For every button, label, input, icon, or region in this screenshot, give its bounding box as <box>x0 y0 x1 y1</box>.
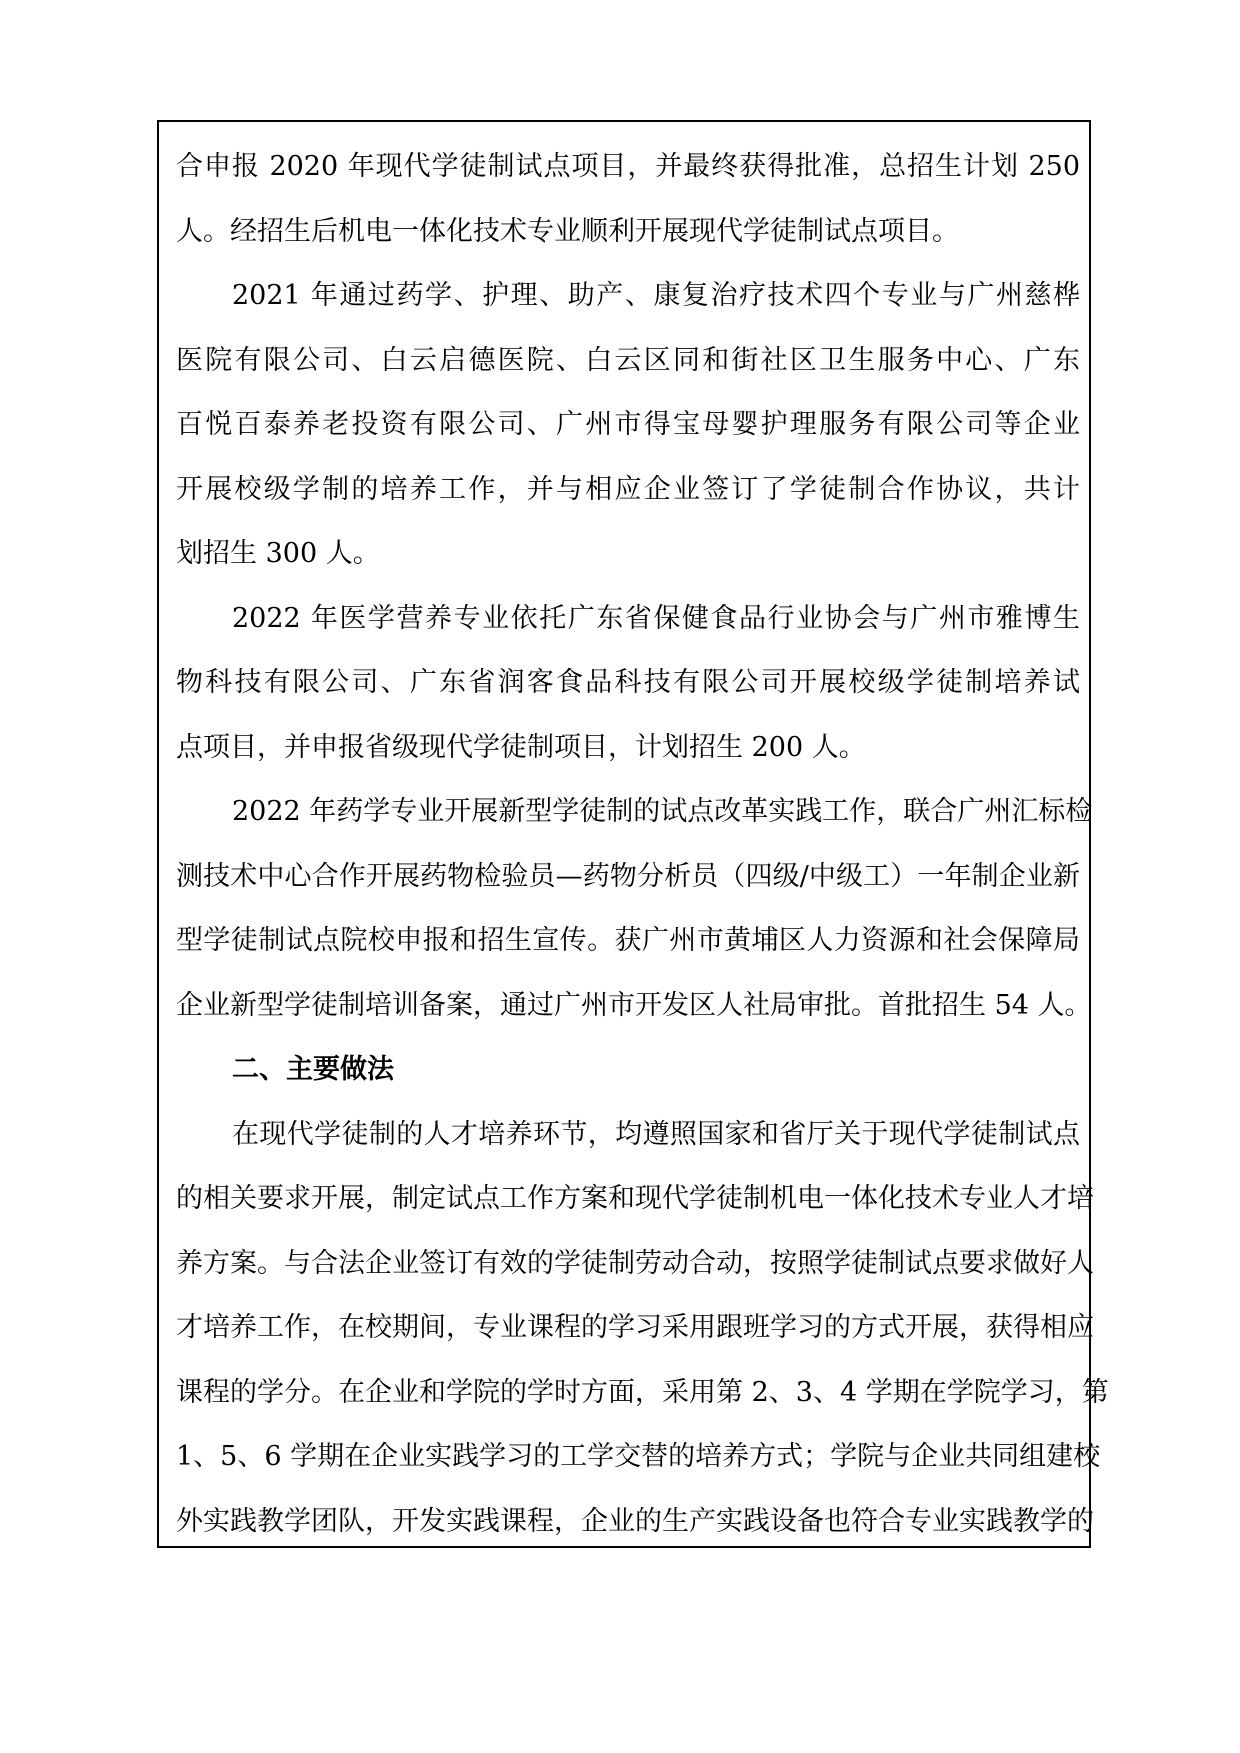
text-line: 2021 年通过药学、护理、助产、康复治疗技术四个专业与广州慈桦 <box>232 280 1080 311</box>
paragraph-apprenticeship-2021 <box>176 264 1080 587</box>
text-line: 百悦百泰养老投资有限公司、广州市得宝母婴护理服务有限公司等企业 <box>176 409 1080 440</box>
text-line: 的相关要求开展，制定试点工作方案和现代学徒制机电一体化技术专业人才培 <box>176 1183 1094 1214</box>
text-line: 课程的学分。在企业和学院的学时方面，采用第 2、3、4 学期在学院学习，第 <box>176 1376 1109 1408</box>
text-line: 合申报 2020 年现代学徒制试点项目，并最终获得批准，总招生计划 250 <box>176 151 1080 182</box>
paragraph-pharmacy-2022 <box>176 780 1093 1038</box>
text-line: 测技术中心合作开展药物检验员—药物分析员（四级/中级工）一年制企业新 <box>176 860 1080 892</box>
text-line: 2022 年医学营养专业依托广东省保健食品行业协会与广州市雅博生 <box>232 602 1080 634</box>
text-line: 养方案。与合法企业签订有效的学徒制劳动合动，按照学徒制试点要求做好人 <box>176 1247 1094 1279</box>
paragraph-apprenticeship-2020 <box>176 135 1080 264</box>
text-line: 点项目，并申报省级现代学徒制项目，计划招生 200 人。 <box>176 731 866 763</box>
text-line: 外实践教学团队，开发实践课程，企业的生产实践设备也符合专业实践教学的 <box>176 1505 1094 1537</box>
text-line: 2022 年药学专业开展新型学徒制的试点改革实践工作，联合广州汇标检 <box>232 796 1093 827</box>
section-heading: 二、主要做法 <box>232 1054 394 1085</box>
text-line: 企业新型学徒制培训备案，通过广州市开发区人社局审批。首批招生 54 人。 <box>176 989 1092 1021</box>
paragraph-nutrition-2022 <box>176 587 1080 781</box>
paragraph-main-practices <box>176 1103 1109 1555</box>
text-line: 医院有限公司、白云启德医院、白云区同和街社区卫生服务中心、广东 <box>176 344 1080 376</box>
text-line: 才培养工作，在校期间，专业课程的学习采用跟班学习的方式开展，获得相应 <box>176 1312 1094 1343</box>
text-line: 开展校级学制的培养工作，并与相应企业签订了学徒制合作协议，共计 <box>176 473 1080 505</box>
text-line: 1、5、6 学期在企业实践学习的工学交替的培养方式；学院与企业共同组建校 <box>176 1441 1101 1472</box>
text-line: 在现代学徒制的人才培养环节，均遵照国家和省厅关于现代学徒制试点 <box>232 1118 1080 1150</box>
text-line: 人。经招生后机电一体化技术专业顺利开展现代学徒制试点项目。 <box>176 215 959 247</box>
text-line: 型学徒制试点院校申报和招生宣传。获广州市黄埔区人力资源和社会保障局 <box>176 925 1080 956</box>
document-body <box>176 135 1109 1554</box>
document-frame <box>157 120 1109 1548</box>
text-line: 划招生 300 人。 <box>176 538 380 569</box>
text-line: 物科技有限公司、广东省润客食品科技有限公司开展校级学徒制培养试 <box>176 667 1080 698</box>
